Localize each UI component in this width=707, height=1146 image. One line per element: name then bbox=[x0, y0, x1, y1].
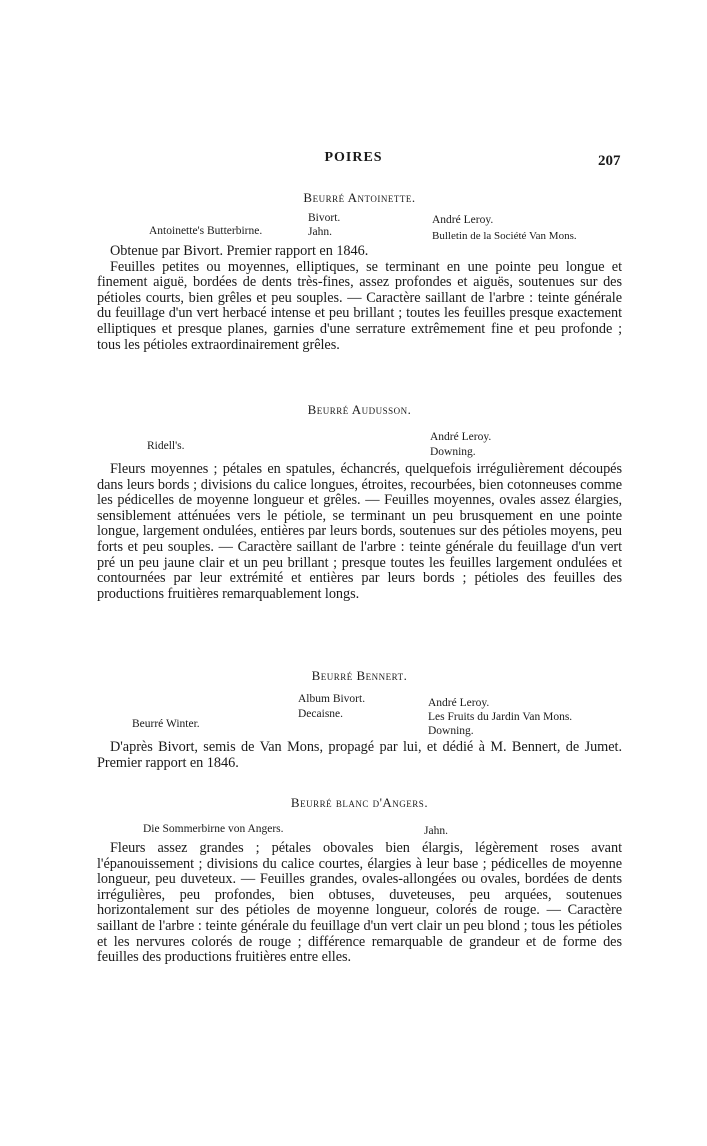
entry-beurre-bennert bbox=[97, 668, 622, 771]
synonym: Decaisne. bbox=[298, 708, 344, 720]
entry-beurre-audusson bbox=[97, 402, 622, 602]
synonym: Beurré Winter. bbox=[132, 718, 200, 730]
synonym: André Leroy. bbox=[430, 431, 492, 443]
entry-beurre-antoinette bbox=[97, 190, 622, 353]
entry-title: Beurré Bennert. bbox=[311, 668, 408, 683]
synonym: André Leroy. bbox=[428, 697, 490, 709]
paragraph: D'après Bivort, semis de Van Mons, propagé par lui, et dédié à M. Bennert, de Jumet. Premier rapport en 1846. bbox=[97, 739, 622, 771]
synonym: Bivort. bbox=[308, 212, 341, 224]
synonym: Downing. bbox=[430, 446, 476, 458]
synonym: Die Sommerbirne von Angers. bbox=[143, 823, 284, 835]
synonym: Antoinette's Butterbirne. bbox=[149, 225, 263, 237]
running-title: POIRES bbox=[324, 150, 383, 165]
paragraph: Feuilles petites ou moyennes, elliptiques, se terminant en une pointe peu longue et finement aiguë, bordées de dents très-fines, assez profondes et aiguës, soutenues sur des pétioles courts, bien grêles et peu souples. — Caractère saillant de l'arbre : teinte générale du feuillage d'un vert herbacé intense et peu brillant ; toutes les feuilles presque exactement elliptiques et presque planes, garnies d'une serrature extrêmement fine et peu profonde ; tous les pétioles extraordinairement grêles. bbox=[97, 258, 622, 353]
synonym: Jahn. bbox=[424, 825, 448, 837]
synonym: Jahn. bbox=[308, 226, 332, 238]
page-number: 207 bbox=[598, 153, 621, 169]
synonyms-block bbox=[97, 815, 622, 841]
entry-beurre-blanc-angers bbox=[97, 795, 622, 966]
synonym: Les Fruits du Jardin Van Mons. bbox=[428, 711, 573, 723]
entry-title: Beurré Antoinette. bbox=[303, 190, 416, 205]
synonym: André Leroy. bbox=[432, 214, 494, 226]
synonym: Downing. bbox=[428, 725, 474, 737]
paragraph: Fleurs moyennes ; pétales en spatules, échancrés, quelquefois irrégulièrement découpés dans leurs bords ; divisions du calice longues, étroites, recourbées, bien cotonneuses comme les pédicelles de moyenne longueur et grêles. — Feuilles moyennes, ovales assez élargies, sensiblement atténuées vers le pétiole, se terminant un peu brusquement en une pointe longue, largement ondulées, entières par leurs bords, soutenues sur des pétioles moyens, peu forts et peu souples. — Caractère saillant de l'arbre : teinte générale du feuillage d'un vert pré un peu jaune clair et un peu brillant ; presque toutes les feuilles largement ondulées et contournées par leur extrémité et entières par leurs bords ; pétioles des feuilles des productions fruitières remarquablement longs. bbox=[97, 461, 622, 602]
synonyms-block bbox=[97, 210, 622, 244]
entry-title: Beurré blanc d'Angers. bbox=[290, 795, 429, 810]
synonym: Ridell's. bbox=[147, 440, 185, 452]
paragraph: Fleurs assez grandes ; pétales obovales bien élargis, légèrement roses avant l'épanouissement ; divisions du calice courtes, élargies à leur base ; pédicelles de moyenne longueur, peu duveteux. — Feuilles grandes, ovales-allongées ou ovales, bordées de dents irrégulières, peu profondes, bien obtuses, duveteuses, peu arquées, soutenues horizontalement sur des pétioles de moyenne longueur, colorés de rouge. — Caractère saillant de l'arbre : teinte générale du feuillage d'un vert clair un peu blond ; tous les pétioles et les nervures colorés de rouge ; différence remarquable de grandeur et de forme des feuilles des productions fruitières entre elles. bbox=[97, 840, 622, 966]
synonym: Album Bivort. bbox=[298, 693, 366, 705]
synonym: Bulletin de la Société Van Mons. bbox=[432, 230, 577, 242]
synonyms-block bbox=[97, 688, 622, 740]
paragraph: Obtenue par Bivort. Premier rapport en 1846. bbox=[110, 243, 369, 259]
entry-title: Beurré Audusson. bbox=[307, 402, 412, 417]
synonyms-block bbox=[97, 422, 622, 462]
